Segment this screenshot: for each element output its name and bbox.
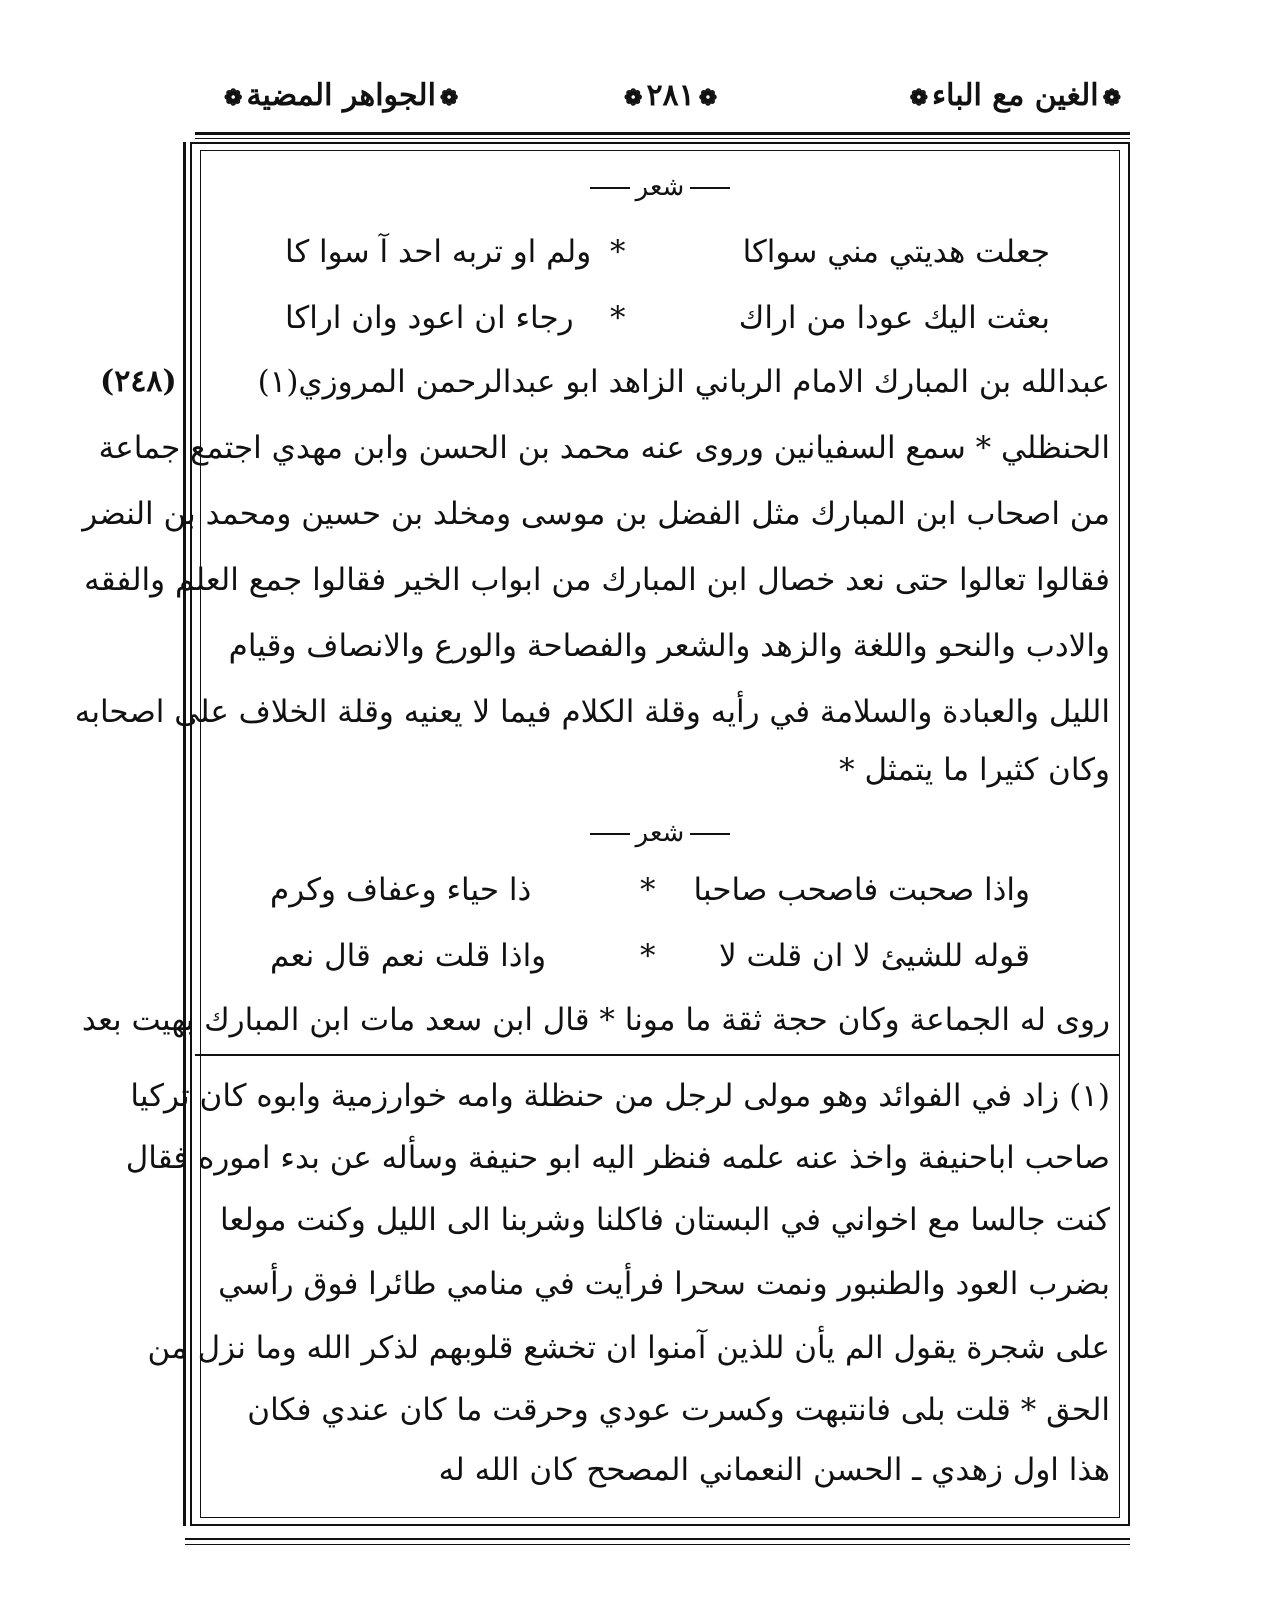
ornament-icon: ❁ (624, 85, 643, 111)
dash-ornament (690, 833, 730, 835)
ornament-icon: ❁ (439, 85, 459, 111)
header-rule (195, 132, 1130, 135)
verse-hemistich-second: واذا قلت نعم قال نعم (270, 938, 547, 974)
verse-separator: * (640, 938, 656, 974)
body-line: الحنظلي * سمع السفيانين وروى عنه محمد بن الحسن وابن مهدي اجتمع جماعة (98, 430, 1110, 466)
page-number-text: ٢٨١ (646, 78, 695, 113)
body-line: روى له الجماعة وكان حجة ثقة ما مونا * قال ابن سعد مات ابن المبارك بهيت بعد (81, 1002, 1110, 1038)
ornament-icon: ❁ (1102, 85, 1121, 111)
footnote-line: هذا اول زهدي ـ الحسن النعماني المصحح كان الله له (438, 1452, 1110, 1488)
verse-separator: * (610, 234, 626, 270)
page-number (620, 78, 721, 113)
running-header (200, 70, 1125, 128)
verse-hemistich-first: بعثت اليك عودا من اراك (738, 300, 1050, 336)
footer-rule (185, 1538, 1130, 1540)
footnote-line: كنت جالسا مع اخواني في البستان فاكلنا وشربنا الى الليل وكنت مولعا (220, 1202, 1110, 1238)
verse-hemistich-first: واذا صحبت فاصحب صاحبا (693, 872, 1030, 908)
entry-number: (٢٤٨) (100, 364, 177, 399)
verse-hemistich-second: ولم او تربه احد آ سوا كا (285, 234, 592, 270)
body-line: وكان كثيرا ما يتمثل * (839, 752, 1110, 788)
poem-heading (200, 818, 1120, 848)
poem-heading-text: شعر (635, 818, 685, 848)
header-rule-thin (195, 138, 1130, 139)
ornament-icon: ❁ (698, 85, 718, 111)
footer-rule-thin (185, 1544, 1130, 1545)
body-line: الليل والعبادة والسلامة في رأيه وقلة الكلام فيما لا يعنيه وقلة الخلاف على اصحابه (74, 694, 1110, 730)
poem-heading-text: شعر (635, 172, 685, 202)
ornament-icon: ❁ (909, 85, 929, 111)
header-book-title (220, 78, 462, 113)
poem-heading (200, 172, 1120, 202)
verse-separator: * (640, 872, 656, 908)
header-chapter (906, 78, 1125, 113)
footnote-line: بضرب العود والطنبور ونمت سحرا فرأيت في منامي طائرا فوق رأسي (218, 1266, 1110, 1302)
footnote-separator (195, 1054, 1120, 1056)
dash-ornament (590, 187, 630, 189)
header-book-title-text: الجواهر المضية (246, 78, 436, 113)
body-line: فقالوا تعالوا حتى نعد خصال ابن المبارك من ابواب الخير فقالوا جمع العلم والفقه (84, 562, 1110, 598)
footnote-line: (١) زاد في الفوائد وهو مولى لرجل من حنظلة وامه خوارزمية وابوه كان تركيا (130, 1078, 1110, 1114)
footnote-line: على شجرة يقول الم يأن للذين آمنوا ان تخشع قلوبهم لذكر الله وما نزل من (147, 1330, 1110, 1366)
body-line: والادب والنحو واللغة والزهد والشعر والفصاحة والورع والانصاف وقيام (228, 628, 1110, 664)
ornament-icon: ❁ (224, 85, 243, 111)
body-line: عبدالله بن المبارك الامام الرباني الزاهد ابو عبدالرحمن المروزي(١) (257, 364, 1110, 400)
header-chapter-text: الغين مع الباء (932, 78, 1099, 113)
footnote-line: الحق * قلت بلى فانتبهت وكسرت عودي وحرقت ما كان عندي فكان (247, 1392, 1110, 1428)
verse-hemistich-first: قوله للشيئ لا ان قلت لا (719, 938, 1030, 974)
verse-hemistich-first: جعلت هديتي مني سواكا (742, 234, 1050, 270)
footnote-line: صاحب اباحنيفة واخذ عنه علمه فنظر اليه ابو حنيفة وسأله عن بدء اموره فقال (125, 1140, 1110, 1176)
verse-hemistich-second: ذا حياء وعفاف وكرم (270, 872, 532, 908)
dash-ornament (590, 833, 630, 835)
verse-separator: * (610, 300, 626, 336)
body-line: من اصحاب ابن المبارك مثل الفضل بن موسى ومخلد بن حسين ومحمد بن النضر (82, 496, 1110, 532)
dash-ornament (690, 187, 730, 189)
verse-hemistich-second: رجاء ان اعود وان اراكا (285, 300, 574, 336)
